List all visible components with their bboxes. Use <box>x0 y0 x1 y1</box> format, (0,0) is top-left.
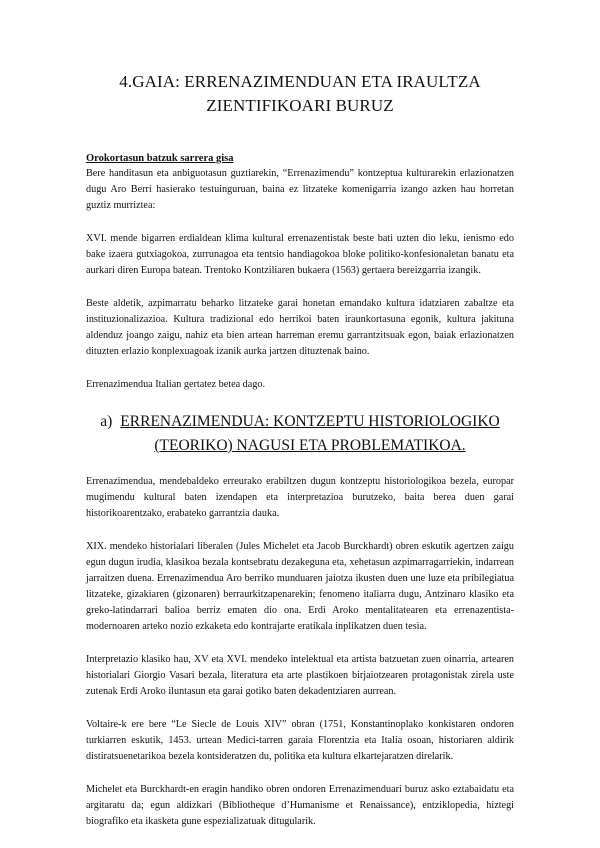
intro-paragraph-3: Beste aldetik, azpimarratu beharko litzateke garai honetan emandako kultura idatziaren zabaltze eta instituzionalizazioa. Kultura tradizional edo herrikoi baten iraunkortasuna egonik, kultura jakituna aldenduz joango zaigu, nahiz eta bien artean harreman eremu garrantzitsuak egon, baiak erlazionatzen dituzten erlazio konplexuagoak izanik aurka jartzen dituztenak baino. <box>86 298 514 357</box>
page-title <box>86 70 514 118</box>
section-a-title <box>120 410 499 458</box>
section-a-paragraph-4: Voltaire-k ere bere “Le Siecle de Louis XIV” obran (1751, Konstantinoplako konkistaren ondoren turkiarren eskutik, 1453. urtean Medici-tarren garaia Florentzia eta Italia osoan, historiaren aldirik distiratsuenetarikoa bezela kontsideratzen du, politika eta kultura elkartejaratzen direlarik. <box>86 719 514 762</box>
section-a-paragraph-3: Interpretazio klasiko hau, XV eta XVI. mendeko intelektual eta artista batzuetan zuen oinarria, artearen historialari Giorgio Vasari bezala, literatura eta arte plastikoen birjaiotzearen protagonistak zirela uste zutenak Erdi Aroko iluntasun eta garai gotiko baten dekadentziaren aurrean. <box>86 654 514 697</box>
section-a-paragraph-1: Errenazimendua, mendebaldeko erreurako erabiltzen dugun kontzeptu historiologikoa bezela, europar mugimendu kultural baten izendapen eta interpretazioa burutzeko, baita berea duen garai historikoarentzako, erabateko garrantzia dauka. <box>86 476 514 519</box>
section-a-heading <box>86 410 514 458</box>
section-a-title-line-1: ERRENAZIMENDUA: KONTZEPTU HISTORIOLOGIKO <box>120 413 500 430</box>
intro-subheading: Orokortasun batzuk sarrera gisa <box>86 153 234 164</box>
intro-paragraph-4: Errenazimendua Italian gertatez betea dago. <box>86 379 266 390</box>
title-line-1: 4.GAIA: ERRENAZIMENDUAN ETA IRAULTZA <box>119 72 481 91</box>
section-a-title-line-2: (TEORIKO) NAGUSI ETA PROBLEMATIKOA. <box>154 437 466 454</box>
section-a-paragraph-5: Michelet eta Burckhardt-en eragin handiko obren ondoren Errenazimenduari buruz asko eztabaidatu eta argitaratu da; egun aldizkari (Bibliotheque d’Humanisme et Renaissance), entziklopedia, hiztegi biografiko eta ikasketa gune espezializatuak ditugularik. <box>86 784 514 827</box>
intro-paragraph-1: Bere handitasun eta anbiguotasun guztiarekin, “Errenazimendu” kontzeptua kulturarekin erlazionatzen dugu Aro Berri hasierako testuinguruan, baina ez litzateke komenigarria izango azken hau horretan guztiz murriztea: <box>86 168 514 211</box>
section-a-letter: a) <box>100 413 113 430</box>
section-a-paragraph-2: XIX. mendeko historialari liberalen (Jules Michelet eta Jacob Burckhardt) obren eskutik agertzen zaigu egun dugun irudia, klasikoa bezala kontsebratu dezakeguna eta, xehetasun azpimarragarriekin, indarrean jarraitzen duena. Errenazimendua Aro berriko munduaren jaiotza ikusten duen une luze eta pribilegiatua litzateke, gizakiaren (gizonaren) berraurkitzapenarekin; fenomeno italiarra dugu, Antzinaro klasiko eta greko-latindarrari balioa berriz ematen dio ona. Erdi Aroko mentalitatearen eta errenazentista-modernoaren arteko nozio ezkaketa edo kontrajarte eratikala inplikatzen duen tesia. <box>86 541 514 632</box>
title-line-2: ZIENTIFIKOARI BURUZ <box>206 96 394 115</box>
intro-paragraph-2: XVI. mende bigarren erdialdean klima kultural errenazentistak beste bati uzten dio leku, ienismo edo bake izaera gutxiagokoa, zurrunagoa eta tentsio handiagokoa bloke politiko-konfesionaletan banatu eta aurkari diren Europa batean. Trentoko Kontziliaren bukaera (1563) gertaera bereizgarria izangik. <box>86 233 514 276</box>
